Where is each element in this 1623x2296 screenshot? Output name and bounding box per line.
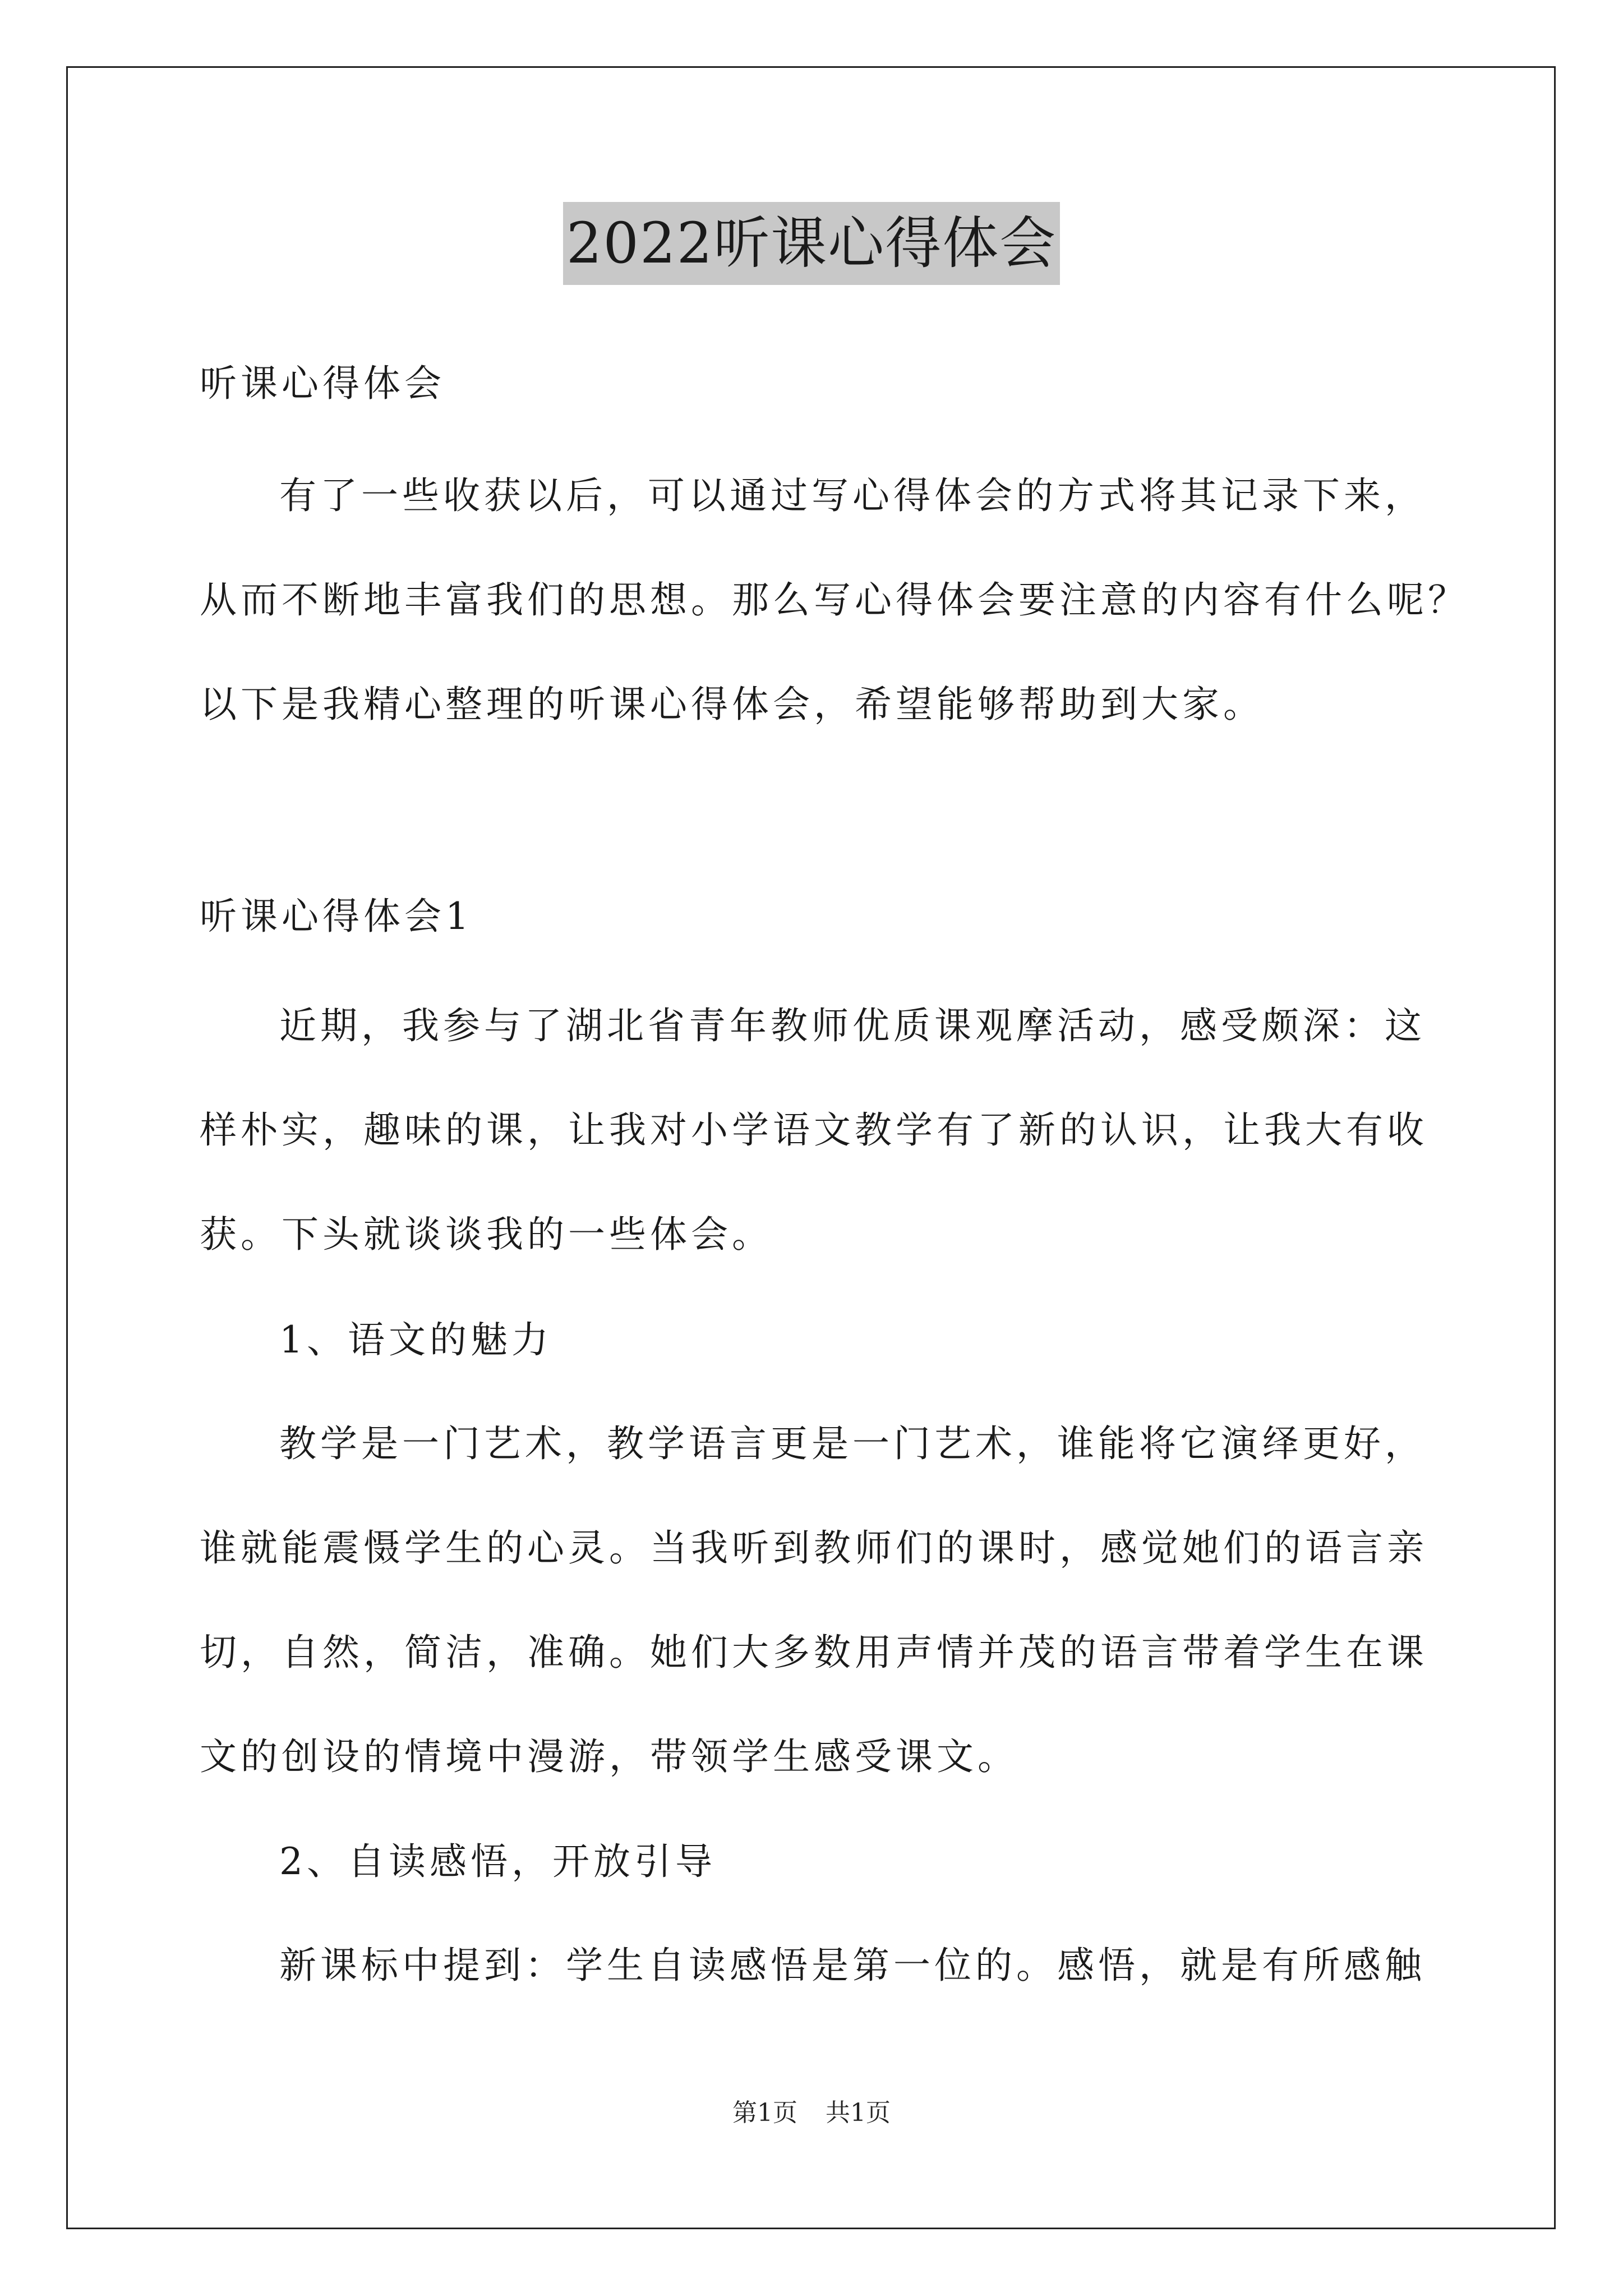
- page-footer: [0, 2092, 1623, 2128]
- point1-line: 文的创设的情境中漫游，带领学生感受课文。: [200, 1735, 1018, 1778]
- intro-line: 从而不断地丰富我们的思想。那么写心得体会要注意的内容有什么呢？: [200, 578, 1469, 622]
- point1-line: 教学是一门艺术，教学语言更是一门艺术，谁能将它演绎更好，: [279, 1422, 1426, 1465]
- section1-line: 近期，我参与了湖北省青年教师优质课观摩活动，感受颇深：这: [279, 1004, 1426, 1047]
- point2-heading-text: 2、自读感悟，开放引导: [279, 1840, 716, 1883]
- document-title: 2022听课心得体会: [563, 202, 1061, 285]
- page-number-total: 共1页: [826, 2099, 891, 2127]
- point1-heading-text: 1、语文的魅力: [279, 1318, 552, 1361]
- point1-line: 切，自然，简洁，准确。她们大多数用声情并茂的语言带着学生在课: [200, 1631, 1428, 1674]
- intro-line: 以下是我精心整理的听课心得体会，希望能够帮助到大家。: [200, 683, 1264, 726]
- subtitle-text: 听课心得体会: [200, 362, 445, 405]
- intro-line: 有了一些收获以后，可以通过写心得体会的方式将其记录下来，: [279, 474, 1426, 517]
- title-block: [0, 202, 1623, 285]
- section1-line: 样朴实，趣味的课，让我对小学语文教学有了新的认识，让我大有收: [200, 1108, 1428, 1152]
- page-number-current: 第1页: [732, 2099, 797, 2127]
- point2-line: 新课标中提到：学生自读感悟是第一位的。感悟，就是有所感触: [279, 1944, 1426, 1987]
- section1-heading-text: 听课心得体会1: [200, 895, 473, 938]
- point1-line: 谁就能震慑学生的心灵。当我听到教师们的课时，感觉她们的语言亲: [200, 1526, 1428, 1570]
- section1-line: 获。下头就谈谈我的一些体会。: [200, 1213, 773, 1256]
